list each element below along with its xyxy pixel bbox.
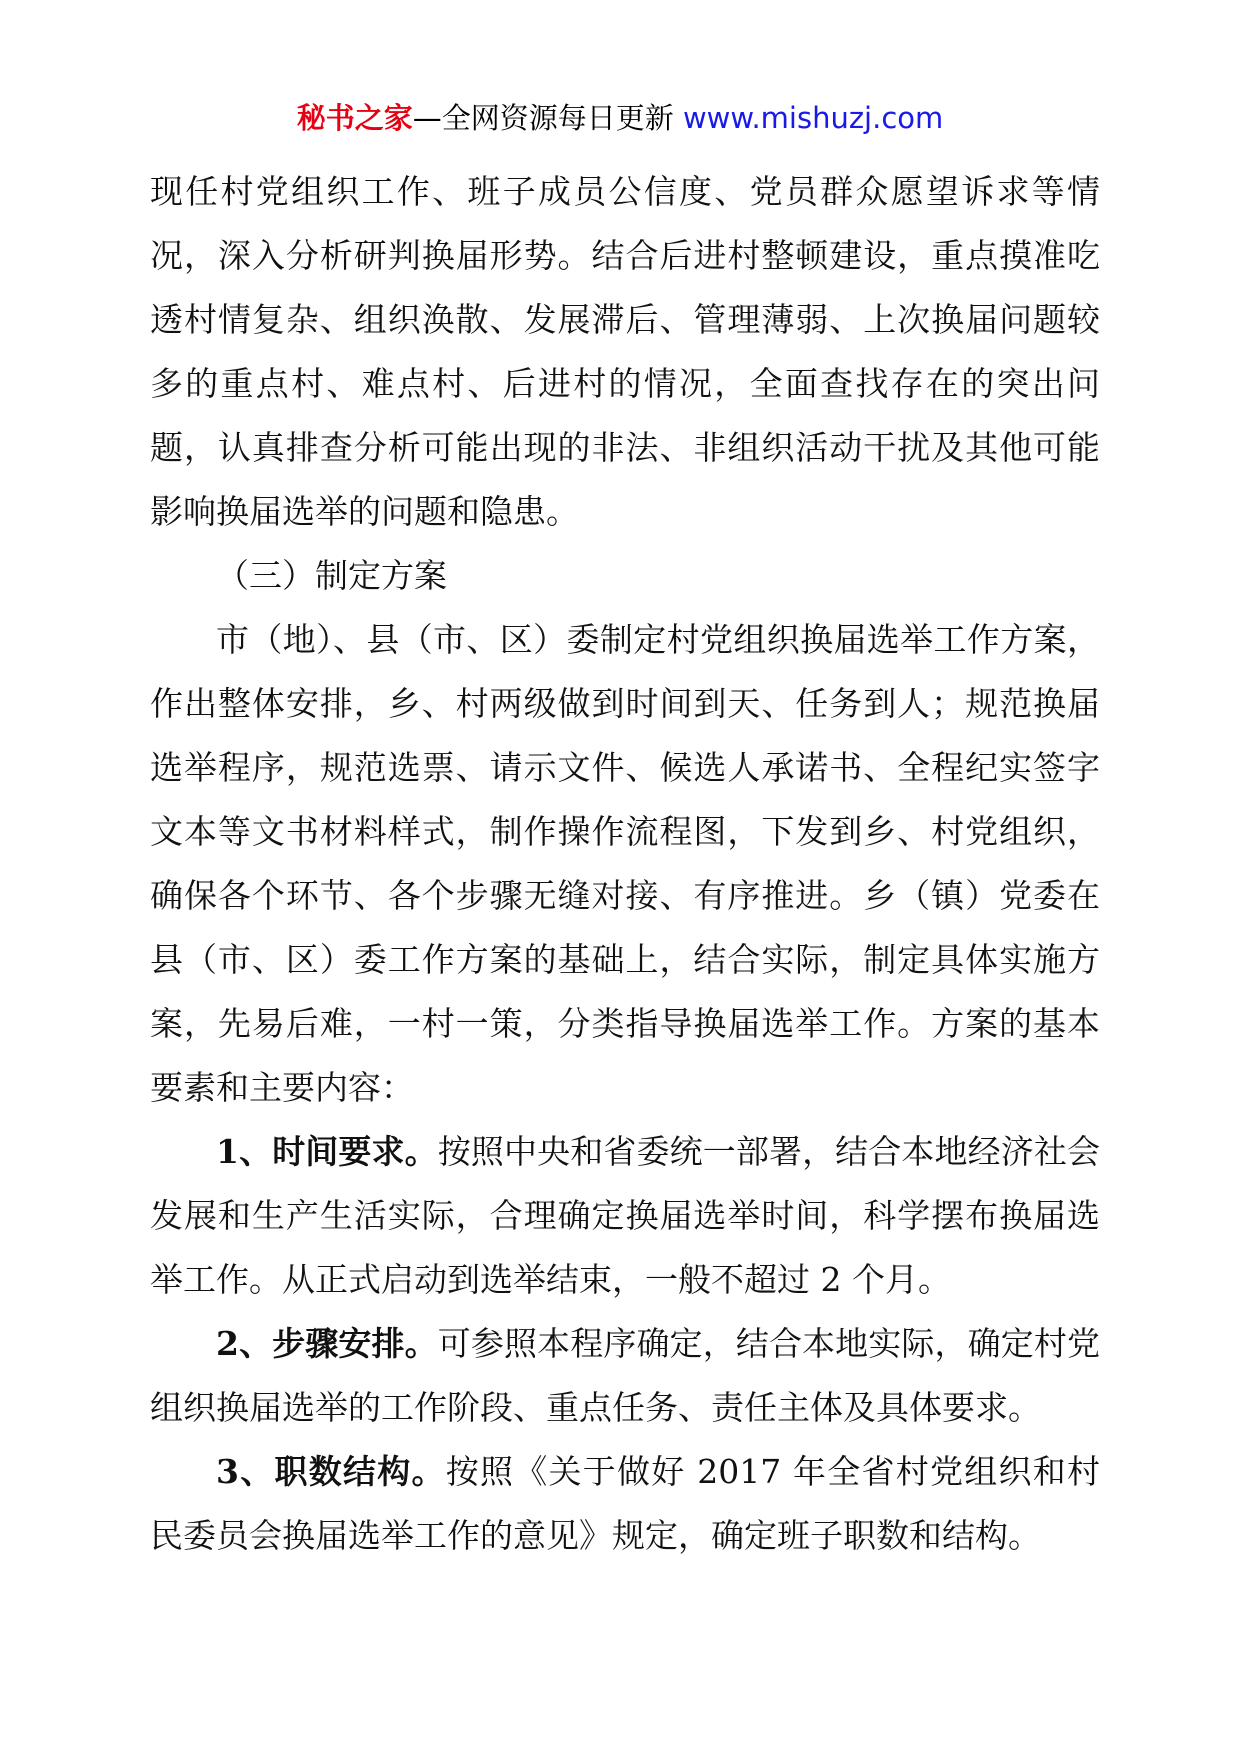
list-item-time-requirement [150,1120,1100,1312]
list-item-text: 按照中央和省委统一部署，结合本地经济社会发展和生产生活实际，合理确定换届选举时间，科学摆布换届选举工作。从正式启动到选举结束，一般不超过 2 个月。 [150,1132,1100,1299]
paragraph-plan: 市（地）、县（市、区）委制定村党组织换届选举工作方案，作出整体安排，乡、村两级做到时间到天、任务到人；规范换届选举程序，规范选票、请示文件、候选人承诺书、全程纪实签字文本等文书材料样式，制作操作流程图，下发到乡、村党组织，确保各个环节、各个步骤无缝对接、有序推进。乡（镇）党委在县（市、区）委工作方案的基础上，结合实际，制定具体实施方案，先易后难，一村一策，分类指导换届选举工作。方案的基本要素和主要内容： [150,620,1100,1107]
list-item-label: 1、时间要求。 [216,1132,438,1171]
header-brand: 秘书之家 [296,101,413,135]
page-header [0,98,1240,138]
list-item-step-arrangement [150,1312,1100,1440]
header-site-url[interactable]: www.mishuzj.com [682,101,944,135]
header-tagline: —全网资源每日更新 [412,101,674,135]
paragraph-continuation: 现任村党组织工作、班子成员公信度、党员群众愿望诉求等情况，深入分析研判换届形势。结合后进村整顿建设，重点摸准吃透村情复杂、组织涣散、发展滞后、管理薄弱、上次换届问题较多的重点村、难点村、后进村的情况，全面查找存在的突出问题，认真排查分析可能出现的非法、非组织活动干扰及其他可能影响换届选举的问题和隐患。 [150,172,1100,531]
list-item-text: 可参照本程序确定，结合本地实际，确定村党组织换届选举的工作阶段、重点任务、责任主体及具体要求。 [150,1324,1100,1427]
list-item-position-structure [150,1440,1100,1568]
section-heading: （三）制定方案 [216,556,447,595]
list-item-text: 按照《关于做好 2017 年全省村党组织和村民委员会换届选举工作的意见》规定，确定班子职数和结构。 [150,1452,1100,1555]
list-item-label: 3、职数结构。 [216,1452,446,1491]
list-item-label: 2、步骤安排。 [216,1324,438,1363]
document-body [150,160,1100,1568]
